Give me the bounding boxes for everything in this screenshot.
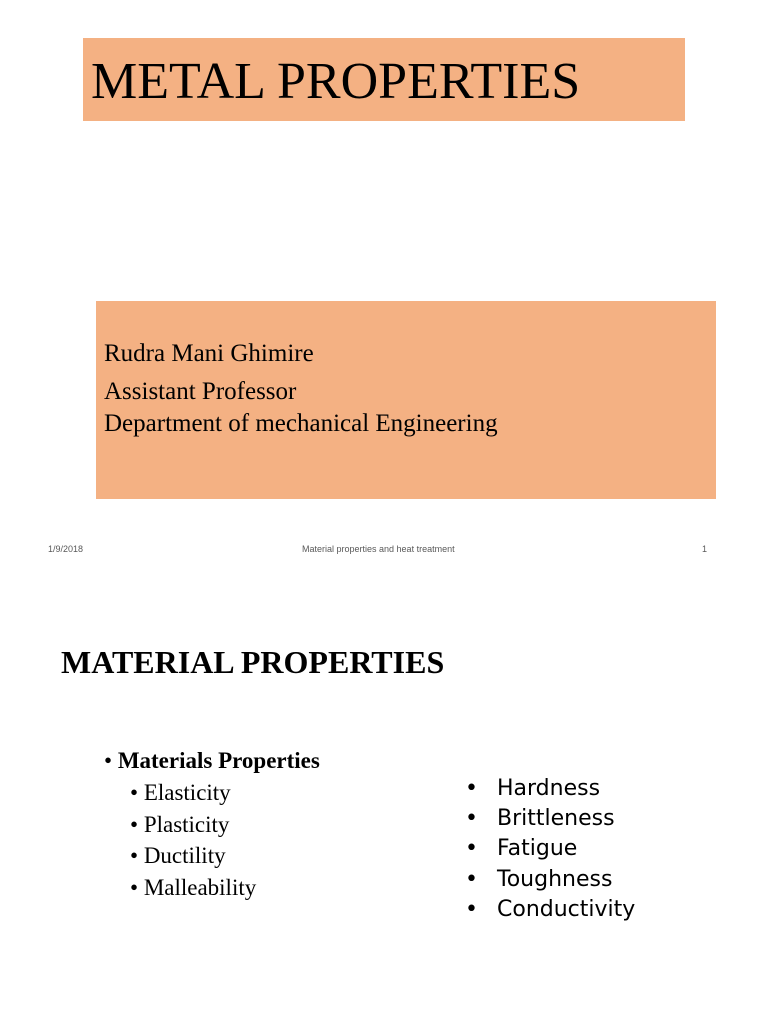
list-heading-item — [104, 746, 320, 776]
list-item — [130, 778, 231, 808]
list-item-label: Ductility — [143, 843, 226, 868]
list-heading: Materials Properties — [117, 748, 320, 773]
bullet: • — [130, 843, 139, 868]
bullet: • — [465, 776, 478, 801]
list-item-label: Brittleness — [497, 806, 615, 831]
list-item — [465, 895, 635, 925]
list-item-label: Toughness — [497, 867, 613, 892]
list-item-label: Elasticity — [143, 780, 231, 805]
list-item-label: Malleability — [143, 875, 257, 900]
bullet: • — [465, 806, 478, 831]
author-name: Rudra Mani Ghimire — [104, 340, 314, 367]
slide-2 — [0, 580, 768, 1024]
list-item — [465, 774, 600, 804]
slide-title: MATERIAL PROPERTIES — [61, 644, 445, 680]
bullet: • — [465, 836, 478, 861]
list-item — [130, 841, 226, 871]
author-position: Assistant Professor — [104, 378, 297, 405]
list-item — [465, 865, 612, 895]
author-box — [96, 301, 716, 499]
bullet: • — [130, 875, 139, 900]
bullet: • — [465, 867, 478, 892]
bullet: • — [130, 812, 139, 837]
list-item-label: Fatigue — [497, 836, 578, 861]
bullet: • — [130, 780, 139, 805]
list-item — [130, 873, 256, 903]
list-item-label: Plasticity — [143, 812, 230, 837]
bullet: • — [104, 748, 113, 773]
list-item-label: Hardness — [497, 776, 601, 801]
footer-date: 1/9/2018 — [48, 544, 84, 554]
list-item — [465, 834, 577, 864]
bullet: • — [465, 897, 478, 922]
list-item — [465, 804, 615, 834]
author-department: Department of mechanical Engineering — [104, 410, 498, 437]
title-box — [83, 38, 685, 121]
footer-title: Material properties and heat treatment — [302, 544, 455, 554]
list-item-label: Conductivity — [497, 897, 636, 922]
list-item — [130, 810, 229, 840]
slide-title: METAL PROPERTIES — [91, 53, 581, 110]
footer-page-number: 1 — [702, 544, 708, 554]
